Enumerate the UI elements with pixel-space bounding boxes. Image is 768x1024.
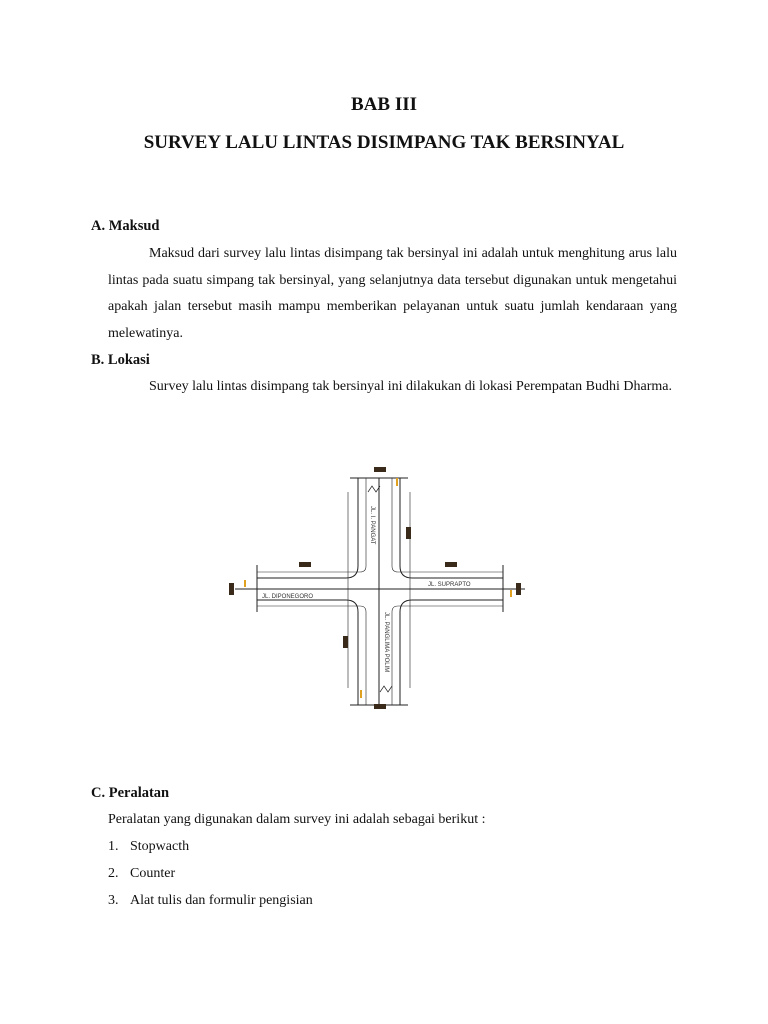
road-label-east: JL. SUPRAPTO [428, 582, 471, 588]
list-item [108, 839, 189, 855]
list-item-number: 3. [108, 893, 119, 908]
list-item-number: 1. [108, 839, 119, 854]
section-intro-peralatan: Peralatan yang digunakan dalam survey ini adalah sebagai berikut : [108, 812, 486, 827]
list-item [108, 866, 175, 882]
chapter-number: BAB III [351, 94, 417, 115]
list-item-number: 2. [108, 866, 119, 881]
road-label-west: JL. DIPONEGORO [262, 594, 314, 600]
road-label-south: JL. PANGLIMA POLIM [383, 612, 389, 673]
section-body-maksud: Maksud dari survey lalu lintas disimpang tak bersinyal ini adalah untuk menghitung arus lalu lintas pada suatu simpang tak bersinyal, yang selanjutnya data tersebut digunakan untuk mengetahui apakah jalan tersebut masih mampu memberikan pelayanan untuk suatu jumlah kendaraan yang melewatinya. [108, 246, 677, 342]
list-item-text: Counter [130, 866, 176, 881]
chapter-title: SURVEY LALU LINTAS DISIMPANG TAK BERSINYAL [143, 132, 625, 153]
section-heading-peralatan: C. Peralatan [91, 785, 170, 801]
road-edge-sw [257, 600, 358, 705]
section-body-lokasi: Survey lalu lintas disimpang tak bersinyal ini dilakukan di lokasi Perempatan Budhi Dharma. [149, 379, 672, 394]
list-item-text: Alat tulis dan formulir pengisian [130, 893, 313, 908]
list-item [108, 893, 313, 909]
list-item-text: Stopwacth [130, 839, 190, 854]
section-heading-maksud: A. Maksud [91, 218, 160, 234]
section-heading-lokasi: B. Lokasi [91, 352, 150, 368]
road-edge-se [400, 600, 503, 705]
road-label-north: JL. I. PANGAT [369, 506, 375, 545]
